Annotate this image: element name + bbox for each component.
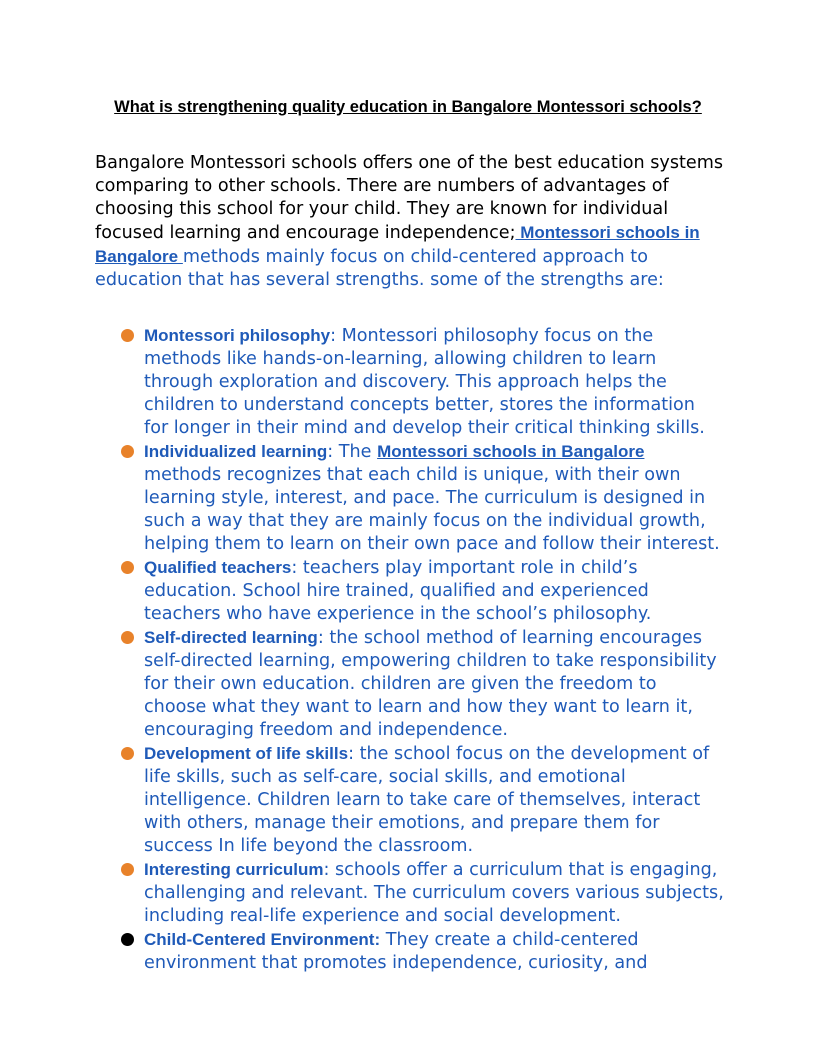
- bullet-term: Individualized learning: [144, 442, 328, 461]
- bullet-term: Self-directed learning: [144, 628, 318, 647]
- bullet-text: : Montessori philosophy focus on the methods like hands-on-learning, allowing children to learn through exploration and discovery. This approach helps the children to understand concepts better, stores the information for longer in their mind and develop their critical thinking skills.: [144, 326, 705, 438]
- bullet-term: Montessori philosophy: [144, 326, 331, 345]
- bullet-dot-icon: [121, 747, 134, 760]
- bullet-dot-icon: [121, 329, 134, 342]
- bullet-text: They create a child-centered environment that promotes independence, curiosity, and: [144, 930, 648, 973]
- intro-text: Bangalore Montessori schools offers one of the best education systems comparing to other schools. There are numbers of advantages of choosing this school for your child. They are known for individual focused learning and encourage independence;: [95, 153, 724, 243]
- bullet-term: Development of life skills: [144, 744, 349, 763]
- page-title: What is strengthening quality education in Bangalore Montessori schools?: [114, 98, 702, 116]
- intro-text-blue: methods mainly focus on child-centered approach to education that has several strengths. some of the strengths are:: [95, 247, 664, 290]
- bullet-text: : schools offer a curriculum that is engaging, challenging and relevant. The curriculum covers various subjects, including real-life experience and social development.: [144, 860, 724, 926]
- bullet-text: : teachers play important role in child’s education. School hire trained, qualified and experienced teachers who have experience in the school’s philosophy.: [144, 558, 652, 624]
- bullet-text: : the school focus on the development of life skills, such as self-care, social skills, and emotional intelligence. Children learn to take care of themselves, interact with others, manage their emotions, and prepare them for success In life beyond the classroom.: [144, 744, 710, 856]
- list-item: [144, 556, 724, 626]
- bullet-text: : the school method of learning encourages self-directed learning, empowering children to take responsibility for their own education. children are given the freedom to choose what they want to learn and how they want to learn it, encouraging freedom and independence.: [144, 628, 717, 740]
- bullet-term: Interesting curriculum: [144, 860, 324, 879]
- bullet-dot-icon: [121, 445, 134, 458]
- strengths-list: [144, 324, 724, 975]
- bullet-term: Qualified teachers: [144, 558, 292, 577]
- list-item: [144, 626, 724, 742]
- intro-paragraph: [95, 152, 735, 292]
- bullet-term: Child-Centered Environment:: [144, 930, 381, 949]
- list-item: [144, 742, 724, 858]
- list-item: [144, 858, 724, 928]
- bullet-link-montessori-schools[interactable]: Montessori schools in Bangalore: [377, 442, 645, 461]
- bullet-dot-icon: [121, 933, 134, 946]
- list-item: [144, 324, 724, 440]
- intro-link-montessori-schools[interactable]: Montessori schools in Bangalore: [95, 223, 700, 266]
- bullet-dot-icon: [121, 561, 134, 574]
- bullet-dot-icon: [121, 863, 134, 876]
- list-item: [144, 928, 724, 975]
- bullet-text: methods recognizes that each child is unique, with their own learning style, interest, and pace. The curriculum is designed in such a way that they are mainly focus on the individual growth, helping them to learn on their own pace and follow their interest.: [144, 465, 720, 554]
- list-item: [144, 440, 724, 556]
- bullet-text-before: : The: [327, 442, 378, 462]
- bullet-dot-icon: [121, 631, 134, 644]
